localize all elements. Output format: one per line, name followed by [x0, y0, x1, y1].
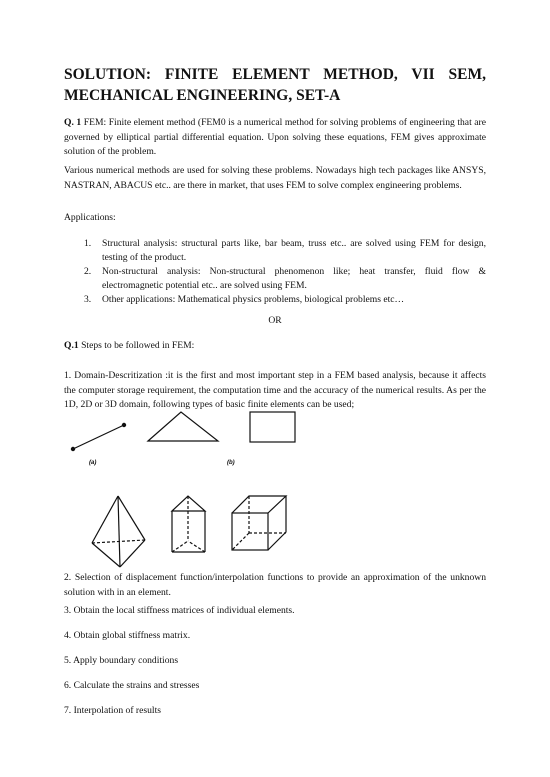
methods-paragraph: Various numerical methods are used for solving these problems. Nowadays high tech packages like ANSYS, NASTRAN, ABACUS etc.. are there in market, that uses FEM to solve complex engineering problems.: [64, 165, 486, 191]
step5-paragraph: 5. Apply boundary conditions: [64, 655, 179, 666]
hexahedron-element-3d: [232, 496, 286, 550]
q1b-label: Q.1: [64, 340, 79, 351]
list-item-text: Structural analysis: structural parts like, bar beam, truss etc.. are solved using FEM for design, testing of the product.: [102, 238, 486, 263]
figure-caption-a: (a): [89, 460, 97, 466]
step1-paragraph: 1. Domain-Descritization :it is the first and most important step in a FEM based analysis, because it affects the computer storage requirement, the computation time and the accuracy of the numerical results. As per the 1D, 2D or 3D domain, following types of basic finite elements can be used;: [64, 370, 486, 411]
list-item-number: 2.: [84, 266, 92, 278]
line-element-1d: [73, 425, 124, 449]
step7-paragraph: 7. Interpolation of results: [64, 705, 161, 716]
step3-paragraph: 3. Obtain the local stiffness matrices of individual elements.: [64, 605, 295, 616]
or-separator: OR: [268, 315, 282, 326]
list-item-number: 3.: [84, 294, 92, 306]
line-node: [122, 423, 125, 426]
list-item-text: Non-structural analysis: Non-structural phenomenon like; heat transfer, fluid flow & electromagnetic potential etc.. are solved using FEM.: [102, 266, 486, 291]
document-title-line-1: SOLUTION: FINITE ELEMENT METHOD, VII SEM,: [64, 66, 486, 83]
q1b-text: Steps to be followed in FEM:: [78, 340, 195, 351]
q1-text: FEM: Finite element method (FEM0 is a numerical method for solving problems of engineering that are governed by elliptical partial differential equation. Upon solving these equations, FEM gives approximate solution of the problem.: [64, 117, 486, 158]
prism-element-3d: [172, 496, 205, 552]
step4-paragraph: 4. Obtain global stiffness matrix.: [64, 630, 191, 641]
triangle-element-2d: [148, 412, 218, 441]
step2-paragraph: 2. Selection of displacement function/interpolation functions to provide an approximation of the unknown solution with in an element.: [64, 572, 486, 598]
list-item-number: 1.: [84, 238, 92, 249]
applications-heading: Applications:: [64, 212, 116, 223]
tetrahedron-element-3d: [92, 496, 145, 567]
document-title-line-2: MECHANICAL ENGINEERING, SET-A: [64, 87, 341, 104]
line-node: [71, 447, 74, 450]
list-item-text: Other applications: Mathematical physics problems, biological problems etc…: [102, 294, 405, 306]
quadrilateral-element-2d: [250, 412, 295, 442]
q1-label: Q. 1: [64, 117, 82, 128]
figure-caption-b: (b): [227, 460, 235, 466]
step6-paragraph: 6. Calculate the strains and stresses: [64, 680, 200, 691]
